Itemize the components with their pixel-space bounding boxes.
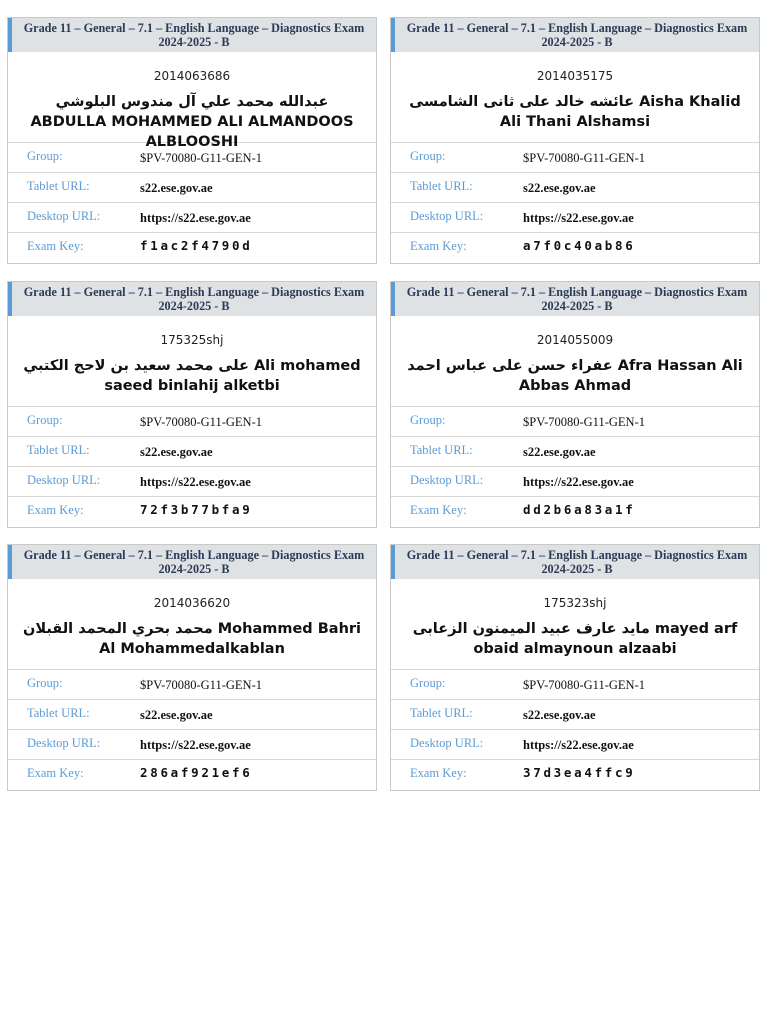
exam-key-value: 37d3ea4ffc9 [523, 765, 636, 780]
desktop-url-value[interactable]: https://s22.ese.gov.ae [523, 475, 634, 489]
group-value: $PV-70080-G11-GEN-1 [523, 151, 645, 165]
student-name: مايد عارف عبيد الميمنون الزعابى mayed arf obaid almaynoun alzaabi [412, 621, 738, 657]
desktop-url-value[interactable]: https://s22.ese.gov.ae [523, 211, 634, 225]
group-label: Group: [27, 149, 63, 163]
exam-title: Grade 11 – General – 7.1 – English Language – Diagnostics Exam [23, 548, 365, 562]
exam-key-label: Exam Key: [410, 766, 467, 780]
exam-card [390, 544, 760, 791]
tablet-url-row [391, 437, 759, 467]
desktop-url-label: Desktop URL: [27, 736, 101, 750]
exam-key-label: Exam Key: [410, 503, 467, 517]
student-name: محمد بحري المحمد القبلان Mohammed Bahri Al Mohammedalkablan [22, 621, 362, 657]
card-header [8, 282, 376, 316]
tablet-url-row [8, 700, 376, 730]
student-id: 2014036620 [153, 596, 231, 610]
group-row [8, 407, 376, 437]
exam-key-label: Exam Key: [410, 239, 467, 253]
exam-title: Grade 11 – General – 7.1 – English Language – Diagnostics Exam [23, 285, 365, 299]
exam-key-value: 286af921ef6 [140, 765, 253, 780]
exam-year: 2024-2025 - B [541, 562, 613, 576]
exam-key-row [391, 233, 759, 263]
exam-card [7, 17, 377, 264]
tablet-url-row [391, 700, 759, 730]
group-value: $PV-70080-G11-GEN-1 [523, 415, 645, 429]
exam-key-label: Exam Key: [27, 239, 84, 253]
desktop-url-row [391, 203, 759, 233]
student-id: 2014063686 [153, 69, 231, 83]
student-section [8, 52, 376, 150]
tablet-url-label: Tablet URL: [27, 179, 90, 193]
tablet-url-value[interactable]: s22.ese.gov.ae [523, 181, 596, 195]
exam-year: 2024-2025 - B [158, 35, 230, 49]
exam-year: 2024-2025 - B [541, 35, 613, 49]
tablet-url-row [8, 173, 376, 203]
tablet-url-label: Tablet URL: [27, 443, 90, 457]
card-header [8, 18, 376, 52]
desktop-url-label: Desktop URL: [27, 473, 101, 487]
tablet-url-label: Tablet URL: [410, 706, 473, 720]
desktop-url-row [8, 203, 376, 233]
student-name: عائشه خالد على ثانى الشامسى Aisha Khalid Ali Thani Alshamsi [409, 94, 741, 130]
exam-year: 2024-2025 - B [541, 299, 613, 313]
desktop-url-row [8, 467, 376, 497]
tablet-url-row [8, 437, 376, 467]
exam-card [7, 281, 377, 528]
tablet-url-label: Tablet URL: [410, 179, 473, 193]
desktop-url-value[interactable]: https://s22.ese.gov.ae [140, 738, 251, 752]
desktop-url-value[interactable]: https://s22.ese.gov.ae [140, 475, 251, 489]
desktop-url-value[interactable]: https://s22.ese.gov.ae [523, 738, 634, 752]
card-header [391, 545, 759, 579]
group-row [391, 670, 759, 700]
desktop-url-row [8, 730, 376, 760]
tablet-url-label: Tablet URL: [27, 706, 90, 720]
exam-key-row [8, 760, 376, 790]
group-label: Group: [410, 413, 446, 427]
card-header [391, 282, 759, 316]
student-section [391, 579, 759, 670]
card-header [391, 18, 759, 52]
exam-key-label: Exam Key: [27, 503, 84, 517]
exam-key-value: 72f3b77bfa9 [140, 502, 253, 517]
student-section [8, 316, 376, 407]
student-id: 175325shj [160, 333, 224, 347]
tablet-url-row [391, 173, 759, 203]
desktop-url-label: Desktop URL: [410, 736, 484, 750]
group-row [8, 143, 376, 173]
group-label: Group: [27, 413, 63, 427]
desktop-url-row [391, 730, 759, 760]
exam-key-row [391, 760, 759, 790]
exam-year: 2024-2025 - B [158, 299, 230, 313]
card-header [8, 545, 376, 579]
group-value: $PV-70080-G11-GEN-1 [140, 415, 262, 429]
tablet-url-value[interactable]: s22.ese.gov.ae [523, 708, 596, 722]
tablet-url-value[interactable]: s22.ese.gov.ae [140, 181, 213, 195]
group-value: $PV-70080-G11-GEN-1 [140, 678, 262, 692]
exam-key-row [8, 233, 376, 263]
tablet-url-value[interactable]: s22.ese.gov.ae [523, 445, 596, 459]
exam-key-label: Exam Key: [27, 766, 84, 780]
exam-title: Grade 11 – General – 7.1 – English Language – Diagnostics Exam [406, 548, 748, 562]
student-name: عبدالله محمد علي آل مندوس البلوشي ABDULLA MOHAMMED ALI ALMANDOOS ALBLOOSHI [30, 94, 354, 150]
group-label: Group: [410, 149, 446, 163]
tablet-url-value[interactable]: s22.ese.gov.ae [140, 445, 213, 459]
exam-card [390, 17, 760, 264]
desktop-url-label: Desktop URL: [410, 209, 484, 223]
group-value: $PV-70080-G11-GEN-1 [140, 151, 262, 165]
exam-title: Grade 11 – General – 7.1 – English Language – Diagnostics Exam [406, 21, 748, 35]
student-name: عفراء حسن على عباس احمد Afra Hassan Ali Abbas Ahmad [407, 358, 743, 394]
student-id: 2014055009 [536, 333, 614, 347]
student-name: على محمد سعيد بن لاحج الكتبي Ali mohamed saeed binlahij alketbi [23, 358, 361, 394]
exam-year: 2024-2025 - B [158, 562, 230, 576]
student-section [391, 52, 759, 143]
desktop-url-label: Desktop URL: [410, 473, 484, 487]
exam-key-value: f1ac2f4790d [140, 238, 253, 253]
exam-key-value: a7f0c40ab86 [523, 238, 636, 253]
group-value: $PV-70080-G11-GEN-1 [523, 678, 645, 692]
desktop-url-row [391, 467, 759, 497]
desktop-url-label: Desktop URL: [27, 209, 101, 223]
tablet-url-value[interactable]: s22.ese.gov.ae [140, 708, 213, 722]
student-id: 2014035175 [536, 69, 614, 83]
group-row [8, 670, 376, 700]
tablet-url-label: Tablet URL: [410, 443, 473, 457]
student-section [391, 316, 759, 407]
exam-key-row [8, 497, 376, 527]
exam-title: Grade 11 – General – 7.1 – English Language – Diagnostics Exam [23, 21, 365, 35]
exam-key-row [391, 497, 759, 527]
exam-title: Grade 11 – General – 7.1 – English Language – Diagnostics Exam [406, 285, 748, 299]
exam-key-value: dd2b6a83a1f [523, 502, 636, 517]
group-label: Group: [410, 676, 446, 690]
group-row [391, 143, 759, 173]
student-section [8, 579, 376, 670]
desktop-url-value[interactable]: https://s22.ese.gov.ae [140, 211, 251, 225]
group-label: Group: [27, 676, 63, 690]
exam-card [390, 281, 760, 528]
student-id: 175323shj [543, 596, 607, 610]
group-row [391, 407, 759, 437]
exam-card [7, 544, 377, 791]
